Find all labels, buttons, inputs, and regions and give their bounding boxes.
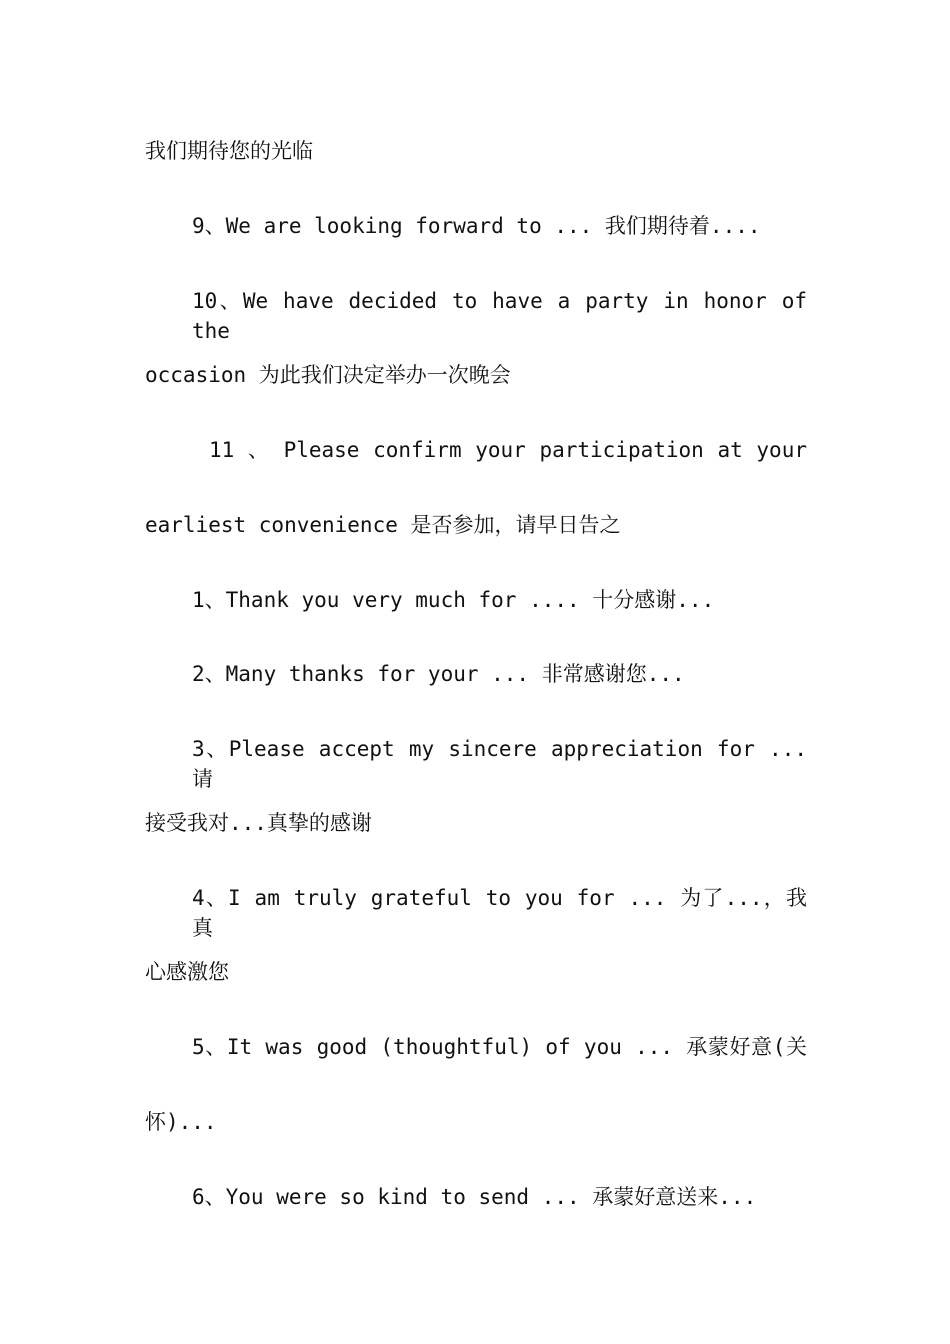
text-line: 2、Many thanks for your ... 非常感谢您...: [192, 662, 685, 686]
text-line: 5、It was good (thoughtful) of you ... 承蒙好意(关: [192, 1035, 807, 1059]
text-line: 4、I am truly grateful to you for ... 为了...，我真: [192, 886, 807, 940]
text-line: 我们期待您的光临: [145, 139, 313, 163]
text-line: 6、You were so kind to send ... 承蒙好意送来...: [192, 1185, 757, 1209]
text-line: 接受我对...真挚的感谢: [145, 811, 372, 835]
text-line: 9、We are looking forward to ... 我们期待着....: [192, 214, 761, 238]
text-line: 1、Thank you very much for .... 十分感谢...: [192, 588, 715, 612]
text-line: earliest convenience 是否参加，请早日告之: [145, 513, 621, 537]
text-line: 11 、 Please confirm your participation at your: [209, 438, 807, 462]
text-line: 心感激您: [145, 960, 229, 984]
text-line: 3、Please accept my sincere appreciation for ... 请: [192, 737, 807, 791]
text-line: 怀)...: [145, 1110, 217, 1134]
text-line: occasion 为此我们决定举办一次晚会: [145, 363, 511, 387]
text-line: 10、We have decided to have a party in honor of the: [192, 289, 807, 343]
